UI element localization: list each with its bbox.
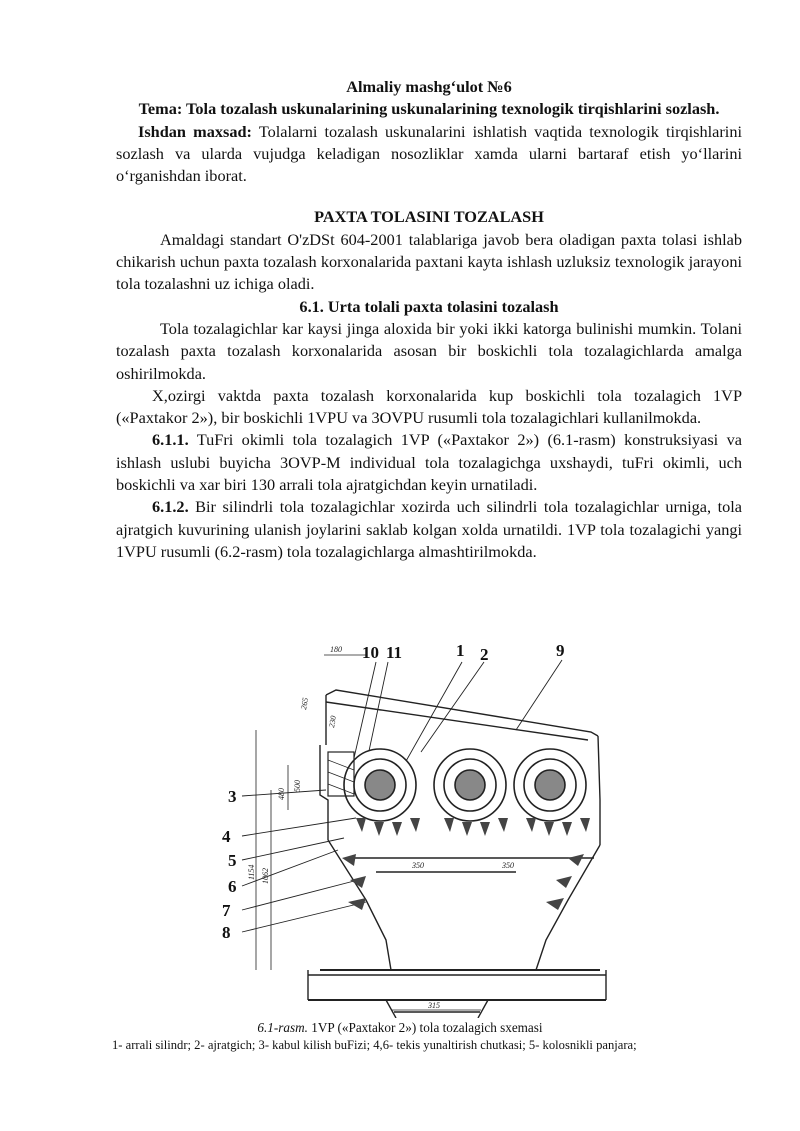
dim-180: 180 (330, 645, 342, 654)
callout-2: 2 (480, 645, 489, 664)
callout-9: 9 (556, 641, 565, 660)
caption-text: 1VP («Paxtakor 2») tola tozalagich sxemasi (307, 1020, 543, 1035)
item-6-1-1-label: 6.1.1. (152, 430, 189, 450)
lint-cleaner-diagram (216, 640, 608, 1018)
dim-1062: 1062 (261, 868, 270, 884)
purpose-label: Ishdan maxsad: (138, 121, 252, 141)
callout-1: 1 (456, 641, 465, 660)
callout-7: 7 (222, 901, 231, 920)
dim-265: 265 (299, 696, 311, 711)
purpose-text: Tolalarni tozalash uskunalarini ishlatish vaqtida texnologik tirqishlarini sozlash va ularda vujudga keladigan nosozliklar xamda ularni bartaraf etish yo‘llarini o‘rganishdan iborat. (116, 121, 742, 186)
callout-4: 4 (222, 827, 231, 846)
figure-legend: 1- arrali silindr; 2- ajratgich; 3- kabul kilish buFizi; 4,6- tekis yunaltirish chutkasi; 5- kolosnikli panjara; (112, 1038, 637, 1052)
item-6-1-1-text: TuFri okimli tola tozalagich 1VP («Paxtakor 2») (6.1-rasm) konstruksiyasi va ishlash uslubi buyicha 3OVP-M individual tola tozalagichga uxshaydi, tuFri okimli, uch boskichli va xar biri 130 arrali tola ajratgichdan keyin urnatiladi. (116, 430, 742, 495)
paragraph-6-1-1 (116, 429, 742, 496)
document-title: Almaliy mashg‘ulot №6 (346, 77, 512, 96)
dim-480: 480 (277, 788, 286, 800)
dim-500: 500 (293, 780, 302, 792)
paragraph-current: X,ozirgi vaktda paxta tozalash korxonalarida kup boskichli tola tozalagich 1VP («Paxtakor 2»), bir boskichli 1VPU va 3OVPU rusumli tola tozalagichlari kullanilmokda. (116, 385, 742, 428)
paragraph-cleaners: Tola tozalagichlar kar kaysi jinga aloxida bir yoki ikki katorga bulinishi mumkin. Tolani tozalash paxta tozalash korxonalarida asosan bir boskichli tola tozalagichlarda amalga oshirilmokda. (116, 318, 742, 383)
document-body (116, 76, 742, 563)
dim-350-b: 350 (502, 861, 514, 870)
dim-350-a: 350 (412, 861, 424, 870)
dim-315: 315 (428, 1001, 440, 1010)
figure-caption (0, 1019, 800, 1036)
section-title: PAXTA TOLASINI TOZALASH (314, 207, 544, 227)
dim-1154: 1154 (247, 864, 256, 880)
callout-11: 11 (386, 643, 403, 662)
paragraph-standard: Amaldagi standart O'zDSt 604-2001 talablariga javob bera oladigan paxta tolasi ishlab chikarish uchun paxta tozalash korxonalarida paxtani kayta ishlash uzluksiz texnologik jarayoni tola tozalashni uz ichiga oladi. (116, 229, 742, 294)
dim-230: 230 (327, 714, 339, 729)
callout-10: 10 (362, 643, 379, 662)
caption-label: 6.1-rasm. (257, 1020, 308, 1035)
item-6-1-2-label: 6.1.2. (152, 497, 189, 517)
callout-5: 5 (228, 851, 237, 870)
purpose-paragraph (116, 121, 742, 188)
paragraph-6-1-2 (116, 496, 742, 563)
callout-3: 3 (228, 787, 237, 806)
document-theme: Tema: Tola tozalash uskunalarining uskunalarining texnologik tirqishlarini sozlash. (138, 99, 720, 119)
callout-8: 8 (222, 923, 231, 942)
callout-6: 6 (228, 877, 237, 896)
item-6-1-2-text: Bir silindrli tola tozalagichlar xozirda uch silindrli tola tozalagichlar urniga, tola ajratgich kuvurining ulanish joylarini saklab kolgan xolda urnatildi. 1VP tola tozalagichi yangi 1VPU rusumli (6.2-rasm) tola tozalagichlarga almashtirilmokda. (116, 497, 742, 561)
subsection-title: 6.1. Urta tolali paxta tolasini tozalash (299, 296, 559, 316)
